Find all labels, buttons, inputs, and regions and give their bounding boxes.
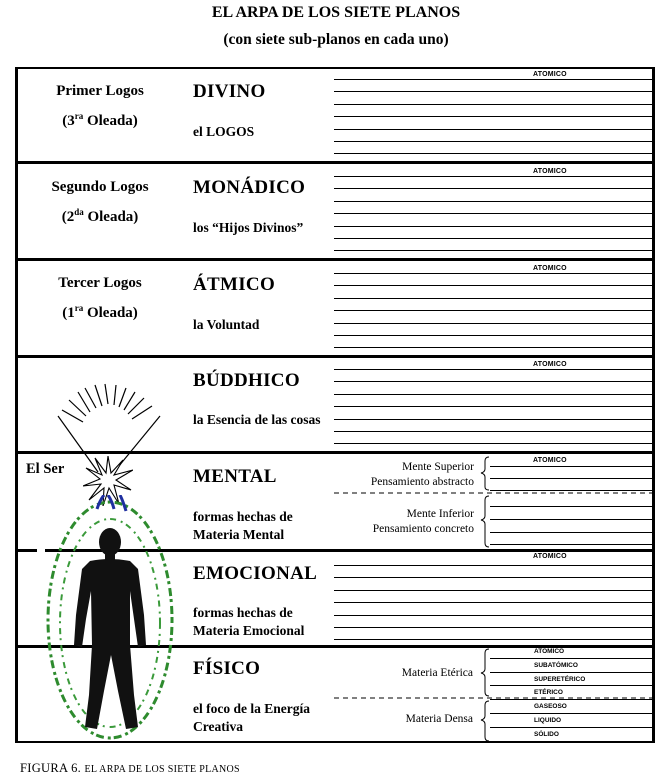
logos-label-first: [20, 76, 180, 136]
plane-name-fisico: FÍSICO: [193, 658, 261, 679]
subplane-line: [334, 250, 655, 251]
subplane-line: [334, 188, 655, 189]
subplane-line: [490, 699, 655, 700]
plane-desc-monadico: los “Hijos Divinos”: [193, 220, 304, 235]
logos-wave: ($1^{ra}$ Oleada): [62, 303, 138, 321]
subplane-label-eterico: ETÉRICO: [534, 689, 563, 696]
subplane-line: [490, 658, 655, 659]
subplane-line: [490, 519, 655, 520]
subplane-line: [334, 394, 655, 395]
subplane-line: [334, 431, 655, 432]
etheric-matter-label: Materia Etérica: [401, 667, 473, 679]
subplane-line: [334, 369, 655, 370]
logos-label-second: [20, 172, 180, 232]
plane-desc-divino: el LOGOS: [193, 124, 255, 139]
diagram-subtitle: (con siete sub-planos en cada uno): [223, 31, 449, 48]
subplane-line: [334, 129, 655, 130]
subplane-line: [334, 91, 655, 92]
plane-name-atmico: ÁTMICO: [193, 274, 276, 295]
subplane-line: [334, 298, 655, 299]
subplane-line: [334, 565, 655, 566]
subplane-line: [334, 406, 655, 407]
dense-matter-label: Materia Densa: [405, 713, 473, 725]
logos-wave: ($3^{ra}$ Oleada): [62, 111, 138, 129]
plane-name-emocional: EMOCIONAL: [193, 563, 318, 584]
plane-name-divino: DIVINO: [193, 81, 266, 102]
subplane-line: [334, 639, 655, 640]
plane-name-buddhico: BÚDDHICO: [193, 370, 300, 391]
atomic-label: ATOMICO: [533, 168, 567, 175]
subplane-line: [334, 615, 655, 616]
atomic-label: ATOMICO: [533, 71, 567, 78]
subplane-line: [334, 176, 655, 177]
subplane-line: [334, 323, 655, 324]
subplane-line: [490, 713, 655, 714]
logos-name: Tercer Logos: [58, 275, 142, 291]
subplane-line: [334, 443, 655, 444]
subplane-label-atomico: ATOMICO: [534, 648, 565, 655]
subplane-line: [334, 79, 655, 80]
subplane-line: [334, 201, 655, 202]
subplane-line: [334, 310, 655, 311]
subplane-line: [490, 490, 655, 491]
subplane-line: [334, 419, 655, 420]
subplane-label-gaseoso: GASEOSO: [534, 703, 567, 710]
atomic-label: ATOMICO: [533, 457, 567, 464]
subplane-line: [490, 478, 655, 479]
mental-upper-label: Mente Superior Pensamiento abstracto: [370, 461, 474, 488]
subplane-line: [490, 506, 655, 507]
atomic-label: ATOMICO: [533, 553, 567, 560]
subplane-line: [334, 285, 655, 286]
figure-caption: FIGURA 6. EL ARPA DE LOS SIETE PLANOS: [20, 761, 240, 775]
subplane-line: [334, 273, 655, 274]
atomic-label: ATOMICO: [533, 265, 567, 272]
plane-name-monadico: MONÁDICO: [193, 177, 306, 198]
subplane-line: [334, 213, 655, 214]
subplane-line: [490, 741, 655, 742]
plane-desc-fisico: el foco de la Energía Creativa: [193, 701, 310, 734]
logos-label-third: [20, 268, 180, 328]
logos-name: Segundo Logos: [51, 179, 149, 195]
subplane-line: [490, 672, 655, 673]
subplane-line: [490, 466, 655, 467]
subplane-line: [334, 347, 655, 348]
subplane-line: [334, 238, 655, 239]
plane-desc-atmico: la Voluntad: [193, 317, 260, 332]
subplane-line: [334, 602, 655, 603]
subplane-label-supereterico: SUPERETÉRICO: [534, 676, 586, 683]
plane-desc-buddhico: la Esencia de las cosas: [193, 412, 321, 427]
atomic-label: ATOMICO: [533, 361, 567, 368]
subplane-line: [334, 104, 655, 105]
logos-wave: ($2^{da}$ Oleada): [61, 207, 139, 225]
human-figure-icon: [34, 495, 184, 745]
subplane-line: [334, 153, 655, 154]
subplane-line: [490, 532, 655, 533]
diagram-title: EL ARPA DE LOS SIETE PLANOS: [211, 4, 461, 21]
subplane-label-subatomico: SUBATÓMICO: [534, 662, 578, 669]
plane-separator: [15, 355, 655, 358]
plane-desc-mental: formas hechas de Materia Mental: [193, 509, 293, 542]
subplane-line: [334, 577, 655, 578]
subplane-line: [334, 141, 655, 142]
subplane-line: [334, 335, 655, 336]
plane-desc-emocional: formas hechas de Materia Emocional: [193, 605, 305, 638]
subplane-line: [334, 226, 655, 227]
subplane-line: [334, 381, 655, 382]
logos-name: Primer Logos: [56, 83, 144, 99]
subplane-line: [334, 116, 655, 117]
subplane-line: [490, 544, 655, 545]
plane-separator: [15, 161, 655, 164]
subplane-line: [490, 685, 655, 686]
subplane-line: [490, 727, 655, 728]
subplane-line: [334, 590, 655, 591]
subplane-label-solido: SÓLIDO: [534, 731, 559, 738]
being-label: El Ser: [26, 461, 65, 477]
plane-name-mental: MENTAL: [193, 466, 277, 487]
plane-separator: [15, 258, 655, 261]
subplane-line: [334, 627, 655, 628]
mental-lower-label: Mente Inferior Pensamiento concreto: [372, 508, 474, 535]
subplane-label-liquido: LIQUIDO: [534, 717, 562, 724]
